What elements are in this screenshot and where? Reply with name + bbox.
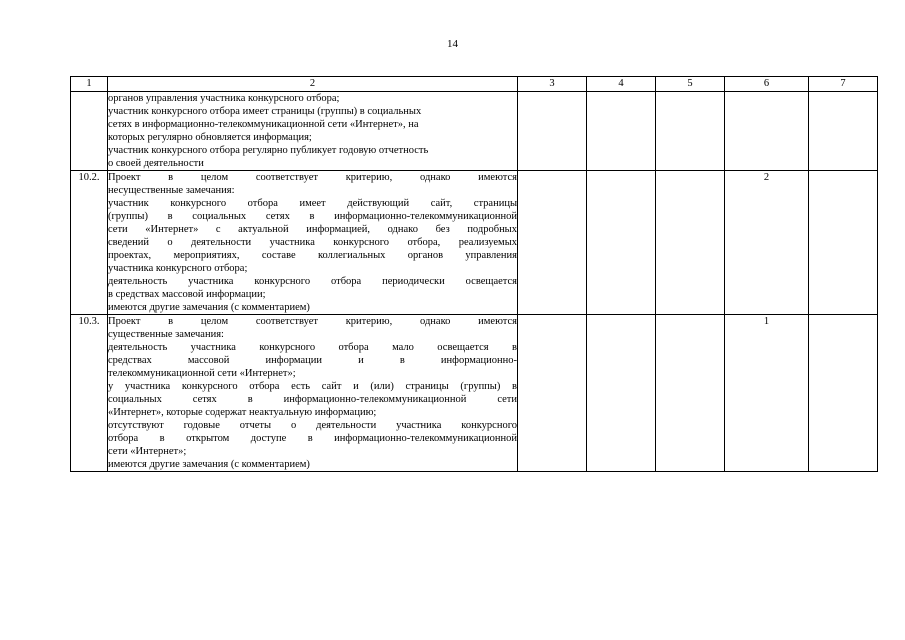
- description-line: деятельность участника конкурсного отбора мало освещается в: [108, 342, 517, 353]
- description-line: социальных сетях в информационно-телекоммуникационной сети: [108, 394, 517, 405]
- empty-cell: [809, 171, 878, 315]
- description-line: имеются другие замечания (с комментарием): [108, 459, 310, 470]
- description-line: участник конкурсного отбора имеет страницы (группы) в социальных: [108, 106, 422, 117]
- empty-cell: [656, 315, 725, 472]
- description-line: имеются другие замечания (с комментарием): [108, 302, 310, 313]
- row-number: 10.3.: [71, 315, 108, 472]
- empty-cell: [656, 171, 725, 315]
- description-line: несущественные замечания:: [108, 185, 235, 196]
- empty-cell: [587, 315, 656, 472]
- score-cell: [725, 92, 809, 171]
- description-line: сети «Интернет»;: [108, 446, 187, 457]
- header-cell: 1: [71, 77, 108, 92]
- criteria-table: [70, 76, 878, 472]
- description-line: существенные замечания:: [108, 329, 224, 340]
- score-cell: 1: [725, 315, 809, 472]
- description-line: у участника конкурсного отбора есть сайт и (или) страницы (группы) в: [108, 381, 517, 392]
- empty-cell: [587, 171, 656, 315]
- header-cell: 3: [518, 77, 587, 92]
- description-line: участник конкурсного отбора регулярно публикует годовую отчетность: [108, 145, 429, 156]
- score-cell: 2: [725, 171, 809, 315]
- table-row: [71, 92, 878, 171]
- description-line: участника конкурсного отбора;: [108, 263, 248, 274]
- page-number: 14: [447, 38, 458, 50]
- description-line: о своей деятельности: [108, 158, 204, 169]
- row-number: [71, 92, 108, 171]
- row-description: [108, 171, 518, 315]
- row-description: [108, 92, 518, 171]
- description-line: которых регулярно обновляется информация;: [108, 132, 312, 143]
- empty-cell: [809, 92, 878, 171]
- row-number: 10.2.: [71, 171, 108, 315]
- header-row: [71, 77, 878, 92]
- description-line: участник конкурсного отбора имеет действующий сайт, страницы: [108, 198, 517, 209]
- description-line: сети «Интернет» с актуальной информацией, однако без подробных: [108, 224, 517, 235]
- description-line: отсутствуют годовые отчеты о деятельности участника конкурсного: [108, 420, 517, 431]
- empty-cell: [809, 315, 878, 472]
- table-row: [71, 171, 878, 315]
- description-line: средствах массовой информации и в информационно-: [108, 355, 517, 366]
- header-cell: 6: [725, 77, 809, 92]
- description-line: телекоммуникационной сети «Интернет»;: [108, 368, 296, 379]
- empty-cell: [587, 92, 656, 171]
- empty-cell: [518, 92, 587, 171]
- description-line: Проект в целом соответствует критерию, однако имеются: [108, 172, 517, 183]
- description-line: в средствах массовой информации;: [108, 289, 266, 300]
- description-line: отбора в открытом доступе в информационно-телекоммуникационной: [108, 433, 517, 444]
- description-line: «Интернет», которые содержат неактуальную информацию;: [108, 407, 377, 418]
- description-line: Проект в целом соответствует критерию, однако имеются: [108, 316, 517, 327]
- description-line: сведений о деятельности участника конкурсного отбора, реализуемых: [108, 237, 517, 248]
- description-line: деятельность участника конкурсного отбора периодически освещается: [108, 276, 517, 287]
- header-cell: 4: [587, 77, 656, 92]
- row-description: [108, 315, 518, 472]
- header-cell: 7: [809, 77, 878, 92]
- header-cell: 5: [656, 77, 725, 92]
- description-line: проектах, мероприятиях, составе коллегиальных органов управления: [108, 250, 517, 261]
- empty-cell: [518, 171, 587, 315]
- description-line: сетях в информационно-телекоммуникационной сети «Интернет», на: [108, 119, 419, 130]
- description-line: органов управления участника конкурсного отбора;: [108, 93, 340, 104]
- empty-cell: [656, 92, 725, 171]
- table-row: [71, 315, 878, 472]
- header-cell: 2: [108, 77, 518, 92]
- description-line: (группы) в социальных сетях в информационно-телекоммуникационной: [108, 211, 517, 222]
- empty-cell: [518, 315, 587, 472]
